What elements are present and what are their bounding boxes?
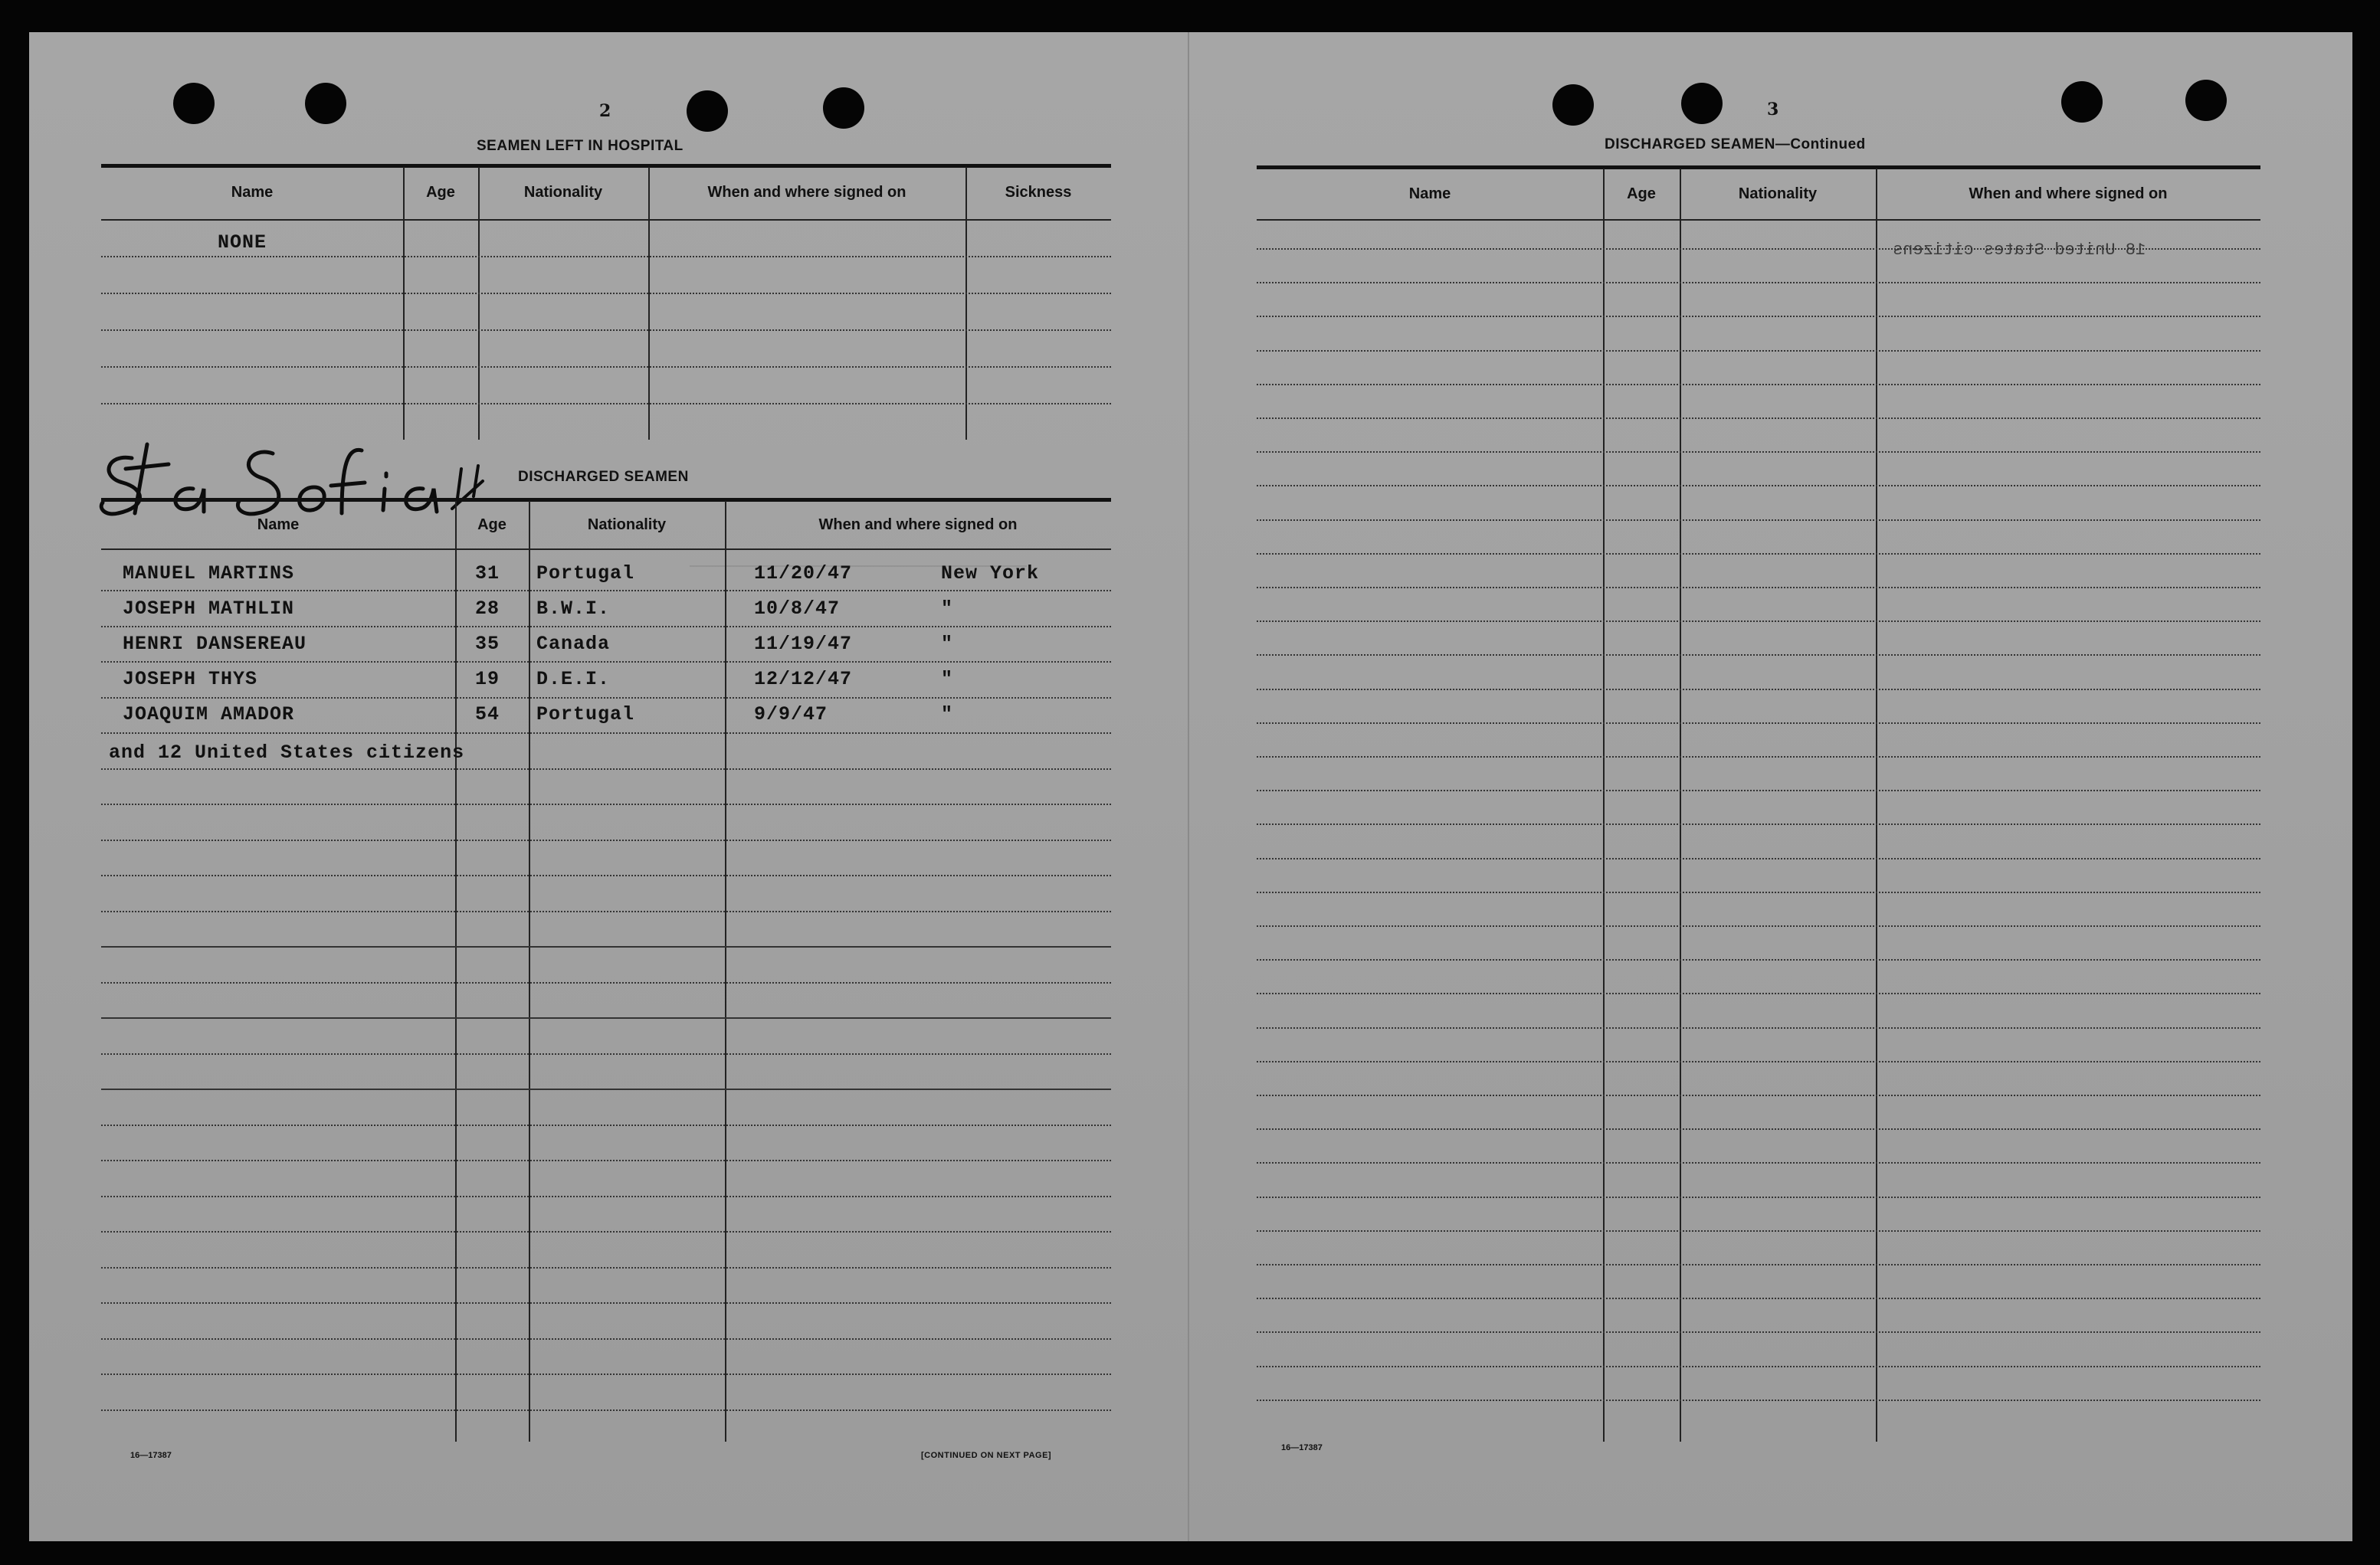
row-line bbox=[1257, 1027, 2260, 1029]
seaman-nationality: Portugal bbox=[536, 562, 635, 584]
row-line bbox=[1257, 620, 2260, 622]
row-line bbox=[101, 293, 1111, 294]
signed-on-date: 11/19/47 bbox=[754, 633, 853, 655]
seaman-nationality: Canada bbox=[536, 633, 611, 655]
row-line bbox=[101, 1089, 1111, 1090]
signed-on-date: 11/20/47 bbox=[754, 562, 853, 584]
row-line bbox=[1257, 689, 2260, 690]
row-line bbox=[101, 403, 1111, 404]
row-line bbox=[1257, 587, 2260, 588]
row-line bbox=[101, 661, 1111, 663]
row-line bbox=[1257, 417, 2260, 419]
handwritten-signature bbox=[92, 423, 490, 530]
column-divider bbox=[529, 501, 530, 1442]
column-header-age: Age bbox=[477, 516, 506, 533]
row-line bbox=[1257, 1400, 2260, 1401]
title-suffix: —Continued bbox=[1775, 136, 1866, 152]
column-header-name: Name bbox=[1408, 185, 1451, 202]
row-line bbox=[1257, 858, 2260, 859]
signed-on-date: 9/9/47 bbox=[754, 703, 828, 725]
row-line bbox=[101, 590, 1111, 591]
seaman-age: 54 bbox=[475, 703, 500, 725]
column-header-nationality: Nationality bbox=[523, 184, 603, 201]
column-header-rule bbox=[101, 219, 1111, 221]
row-line bbox=[1257, 316, 2260, 317]
row-line bbox=[101, 1373, 1111, 1375]
row-line bbox=[1257, 892, 2260, 893]
seaman-name: JOSEPH MATHLIN bbox=[123, 598, 295, 620]
punch-hole bbox=[1681, 83, 1723, 124]
row-line bbox=[101, 1267, 1111, 1269]
row-line bbox=[1257, 756, 2260, 758]
mirrored-entry: 18 United States citizens bbox=[1893, 241, 2146, 260]
row-line bbox=[101, 911, 1111, 912]
row-line bbox=[101, 1160, 1111, 1161]
column-divider bbox=[1603, 169, 1605, 1442]
seaman-nationality: B.W.I. bbox=[536, 598, 611, 620]
signed-on-place: " bbox=[941, 633, 954, 655]
seaman-age: 19 bbox=[475, 668, 500, 690]
row-line bbox=[101, 804, 1111, 805]
discharged-continued-title bbox=[1605, 136, 1866, 153]
row-line bbox=[101, 366, 1111, 368]
form-number: 16—17387 bbox=[1281, 1443, 1323, 1452]
column-header-name: Name bbox=[231, 184, 274, 201]
signed-on-date: 12/12/47 bbox=[754, 668, 853, 690]
column-header-nationality: Nationality bbox=[587, 516, 667, 533]
column-header-rule bbox=[101, 548, 1111, 550]
row-line bbox=[1257, 384, 2260, 385]
column-divider bbox=[725, 501, 726, 1442]
row-line bbox=[1257, 1095, 2260, 1096]
row-line bbox=[101, 1302, 1111, 1304]
discharged-section-title: DISCHARGED SEAMEN bbox=[518, 469, 689, 485]
row-line bbox=[101, 329, 1111, 331]
seaman-age: 35 bbox=[475, 633, 500, 655]
column-header-signed-on: When and where signed on bbox=[818, 516, 1018, 533]
row-line bbox=[1257, 350, 2260, 352]
column-header-rule bbox=[1257, 219, 2260, 221]
seaman-age: 31 bbox=[475, 562, 500, 584]
column-divider bbox=[1876, 169, 1877, 1442]
row-line bbox=[1257, 654, 2260, 656]
hospital-section-title: SEAMEN LEFT IN HOSPITAL bbox=[477, 138, 684, 154]
signed-on-place: " bbox=[941, 668, 954, 690]
row-line bbox=[1257, 282, 2260, 283]
row-line bbox=[1257, 553, 2260, 555]
row-line bbox=[1257, 1298, 2260, 1299]
form-number: 16—17387 bbox=[130, 1451, 172, 1460]
row-line bbox=[101, 732, 1111, 734]
page-number: 3 bbox=[1767, 100, 1779, 120]
hospital-entry: NONE bbox=[218, 231, 267, 254]
row-line bbox=[101, 697, 1111, 699]
row-line bbox=[101, 768, 1111, 770]
column-divider bbox=[648, 167, 650, 440]
signed-on-place: " bbox=[941, 598, 954, 620]
row-line bbox=[101, 1125, 1111, 1126]
row-line bbox=[1257, 722, 2260, 724]
row-line bbox=[101, 1231, 1111, 1233]
row-line bbox=[101, 1338, 1111, 1340]
row-line bbox=[1257, 1366, 2260, 1367]
column-header-name: Name bbox=[257, 516, 300, 533]
row-line bbox=[101, 1053, 1111, 1055]
signed-on-place: " bbox=[941, 703, 954, 725]
row-line bbox=[1257, 1230, 2260, 1232]
signed-on-place: New York bbox=[941, 562, 1040, 584]
column-divider bbox=[965, 167, 967, 440]
punch-hole bbox=[173, 83, 215, 124]
header-rule bbox=[101, 164, 1111, 168]
continued-note: [CONTINUED ON NEXT PAGE] bbox=[921, 1451, 1052, 1460]
seaman-name: JOAQUIM AMADOR bbox=[123, 703, 295, 725]
header-rule bbox=[1257, 165, 2260, 169]
column-header-age: Age bbox=[1627, 185, 1656, 202]
row-line bbox=[101, 1409, 1111, 1411]
row-line bbox=[101, 875, 1111, 876]
column-header-age: Age bbox=[426, 184, 455, 201]
row-line bbox=[1257, 1197, 2260, 1198]
punch-hole bbox=[2061, 81, 2103, 123]
seaman-name: JOSEPH THYS bbox=[123, 668, 258, 690]
title-main: DISCHARGED SEAMEN bbox=[1605, 136, 1775, 152]
row-line bbox=[1257, 1162, 2260, 1164]
row-line bbox=[101, 626, 1111, 627]
row-line bbox=[101, 840, 1111, 841]
row-line bbox=[1257, 925, 2260, 927]
row-line bbox=[1257, 451, 2260, 453]
punch-hole bbox=[1552, 84, 1594, 126]
row-line bbox=[1257, 959, 2260, 961]
column-header-signed-on: When and where signed on bbox=[1969, 185, 2168, 202]
row-line bbox=[1257, 790, 2260, 791]
row-line bbox=[1257, 519, 2260, 521]
row-line bbox=[101, 982, 1111, 984]
seaman-name: MANUEL MARTINS bbox=[123, 562, 295, 584]
row-line bbox=[1257, 485, 2260, 486]
row-line bbox=[1257, 823, 2260, 825]
row-line bbox=[1257, 1128, 2260, 1130]
row-line bbox=[101, 256, 1111, 257]
column-divider bbox=[1680, 169, 1681, 1442]
row-line bbox=[101, 946, 1111, 948]
header-rule bbox=[101, 498, 1111, 502]
seaman-age: 28 bbox=[475, 598, 500, 620]
column-divider bbox=[455, 501, 457, 1442]
signed-on-date: 10/8/47 bbox=[754, 598, 841, 620]
seaman-nationality: D.E.I. bbox=[536, 668, 611, 690]
row-line bbox=[101, 1017, 1111, 1019]
row-line bbox=[101, 1196, 1111, 1197]
punch-hole bbox=[687, 90, 728, 132]
punch-hole bbox=[2185, 80, 2227, 121]
column-header-nationality: Nationality bbox=[1738, 185, 1818, 202]
summary-line: and 12 United States citizens bbox=[109, 742, 465, 764]
row-line bbox=[1257, 993, 2260, 994]
row-line bbox=[1257, 1264, 2260, 1265]
column-header-signed-on: When and where signed on bbox=[707, 184, 906, 201]
row-line bbox=[1257, 1331, 2260, 1333]
row-line bbox=[1257, 1061, 2260, 1062]
punch-hole bbox=[305, 83, 346, 124]
column-divider bbox=[403, 167, 405, 440]
punch-hole bbox=[823, 87, 864, 129]
page-fold bbox=[1188, 32, 1189, 1541]
seaman-nationality: Portugal bbox=[536, 703, 635, 725]
column-header-sickness: Sickness bbox=[1005, 184, 1072, 201]
page-number: 2 bbox=[599, 101, 611, 121]
column-divider bbox=[478, 167, 480, 440]
seaman-name: HENRI DANSEREAU bbox=[123, 633, 307, 655]
